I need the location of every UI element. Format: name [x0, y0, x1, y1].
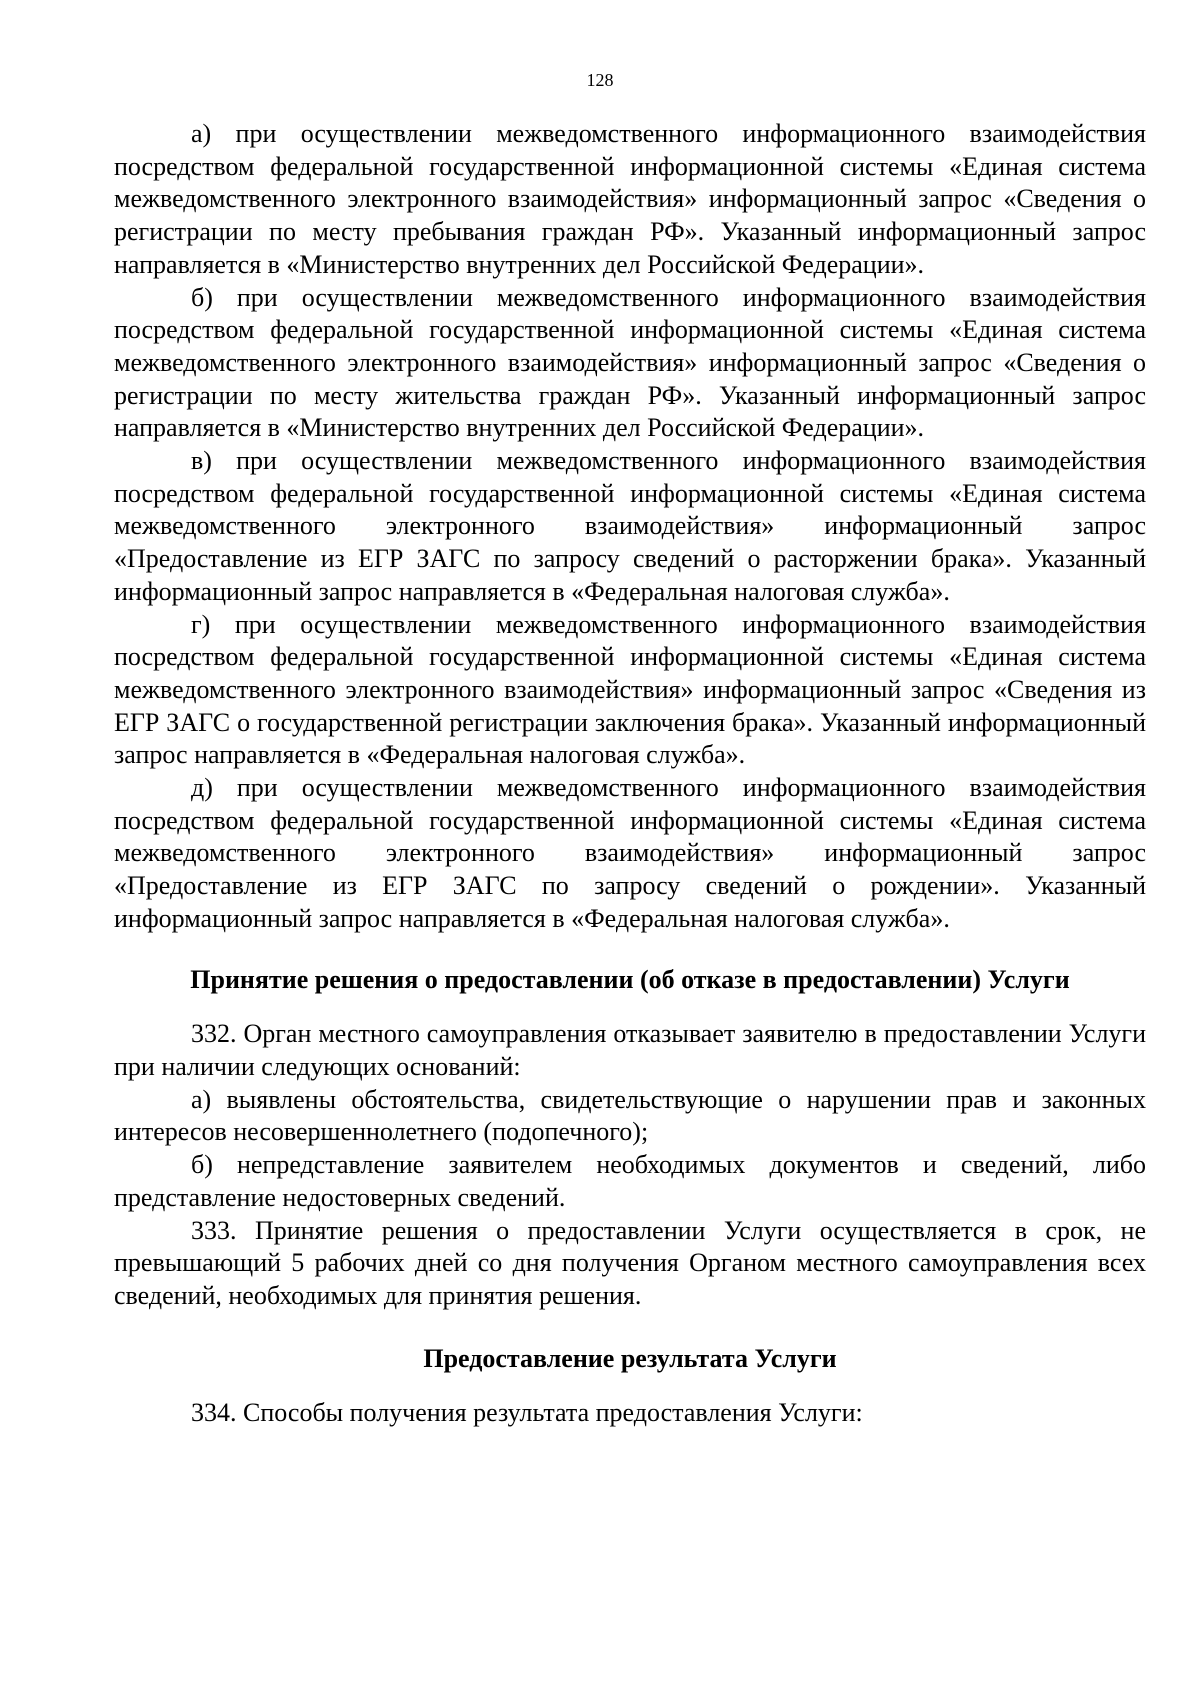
document-body [114, 118, 1146, 1430]
paragraph-333: 333. Принятие решения о предоставлении Услуги осуществляется в срок, не превышающий 5 рабочих дней со дня получения Органом местного самоуправления всех сведений, необходимых для принятия решения. [114, 1215, 1146, 1310]
paragraph-332-b: б) непредставление заявителем необходимых документов и сведений, либо представление недостоверных сведений. [114, 1150, 1146, 1212]
paragraph-g-marriage: г) при осуществлении межведомственного информационного взаимодействия посредством федеральной государственной информационной системы «Единая система межведомственного электронного взаимодействия» информационный запрос «Сведения из ЕГР ЗАГС о государственной регистрации заключения брака». Указанный информационный запрос направляется в «Федеральная налоговая служба». [114, 609, 1146, 770]
section-heading-result: Предоставление результата Услуги [423, 1343, 837, 1373]
paragraph-332: 332. Орган местного самоуправления отказывает заявителю в предоставлении Услуги при наличии следующих оснований: [114, 1019, 1146, 1081]
page-number: 128 [586, 70, 614, 90]
section-heading-decision: Принятие решения о предоставлении (об отказе в предоставлении) Услуги [190, 964, 1070, 994]
paragraph-334: 334. Способы получения результата предоставления Услуги: [191, 1398, 863, 1428]
paragraph-d-birth: д) при осуществлении межведомственного информационного взаимодействия посредством федеральной государственной информационной системы «Единая система межведомственного электронного взаимодействия» информационный запрос «Предоставление из ЕГР ЗАГС по запросу сведений о рождении». Указанный информационный запрос направляется в «Федеральная налоговая служба». [114, 773, 1146, 933]
paragraph-b-residence-place: б) при осуществлении межведомственного информационного взаимодействия посредством федеральной государственной информационной системы «Единая система межведомственного электронного взаимодействия» информационный запрос «Сведения о регистрации по месту жительства граждан РФ». Указанный информационный запрос направляется в «Министерство внутренних дел Российской Федерации». [114, 282, 1146, 443]
paragraph-a-residence-stay: а) при осуществлении межведомственного информационного взаимодействия посредством федеральной государственной информационной системы «Единая система межведомственного электронного взаимодействия» информационный запрос «Сведения о регистрации по месту пребывания граждан РФ». Указанный информационный запрос направляется в «Министерство внутренних дел Российской Федерации». [114, 119, 1146, 279]
paragraph-v-divorce: в) при осуществлении межведомственного информационного взаимодействия посредством федеральной государственной информационной системы «Единая система межведомственного электронного взаимодействия» информационный запрос «Предоставление из ЕГР ЗАГС по запросу сведений о расторжении брака». Указанный информационный запрос направляется в «Федеральная налоговая служба». [114, 446, 1146, 606]
paragraph-332-a: а) выявлены обстоятельства, свидетельствующие о нарушении прав и законных интересов несовершеннолетнего (подопечного); [114, 1084, 1146, 1147]
